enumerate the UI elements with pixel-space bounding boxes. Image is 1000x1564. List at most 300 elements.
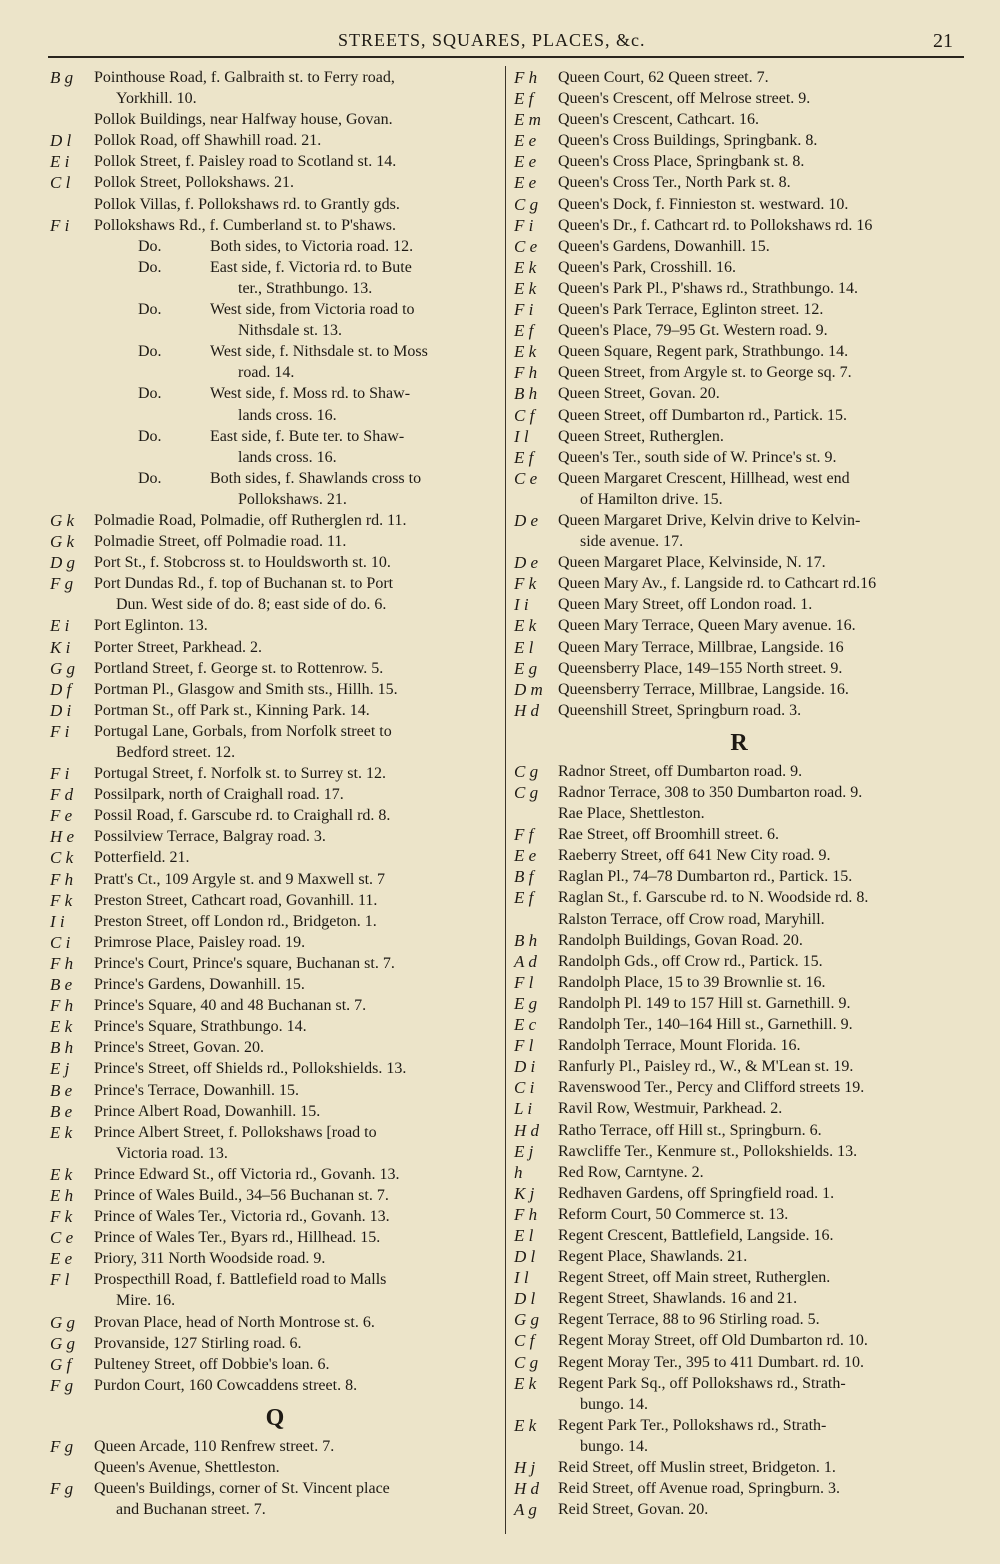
directory-entry <box>50 531 500 552</box>
entry-text <box>558 236 964 257</box>
directory-entry <box>514 151 964 172</box>
entry-text <box>558 637 964 658</box>
entry-text <box>558 594 964 615</box>
entry-line: Ravil Row, Westmuir, Parkhead. 2. <box>558 1100 783 1118</box>
map-reference: F d <box>50 785 74 805</box>
directory-entry <box>50 637 500 658</box>
entry-text <box>94 658 500 679</box>
directory-entry <box>514 426 964 447</box>
entry-line: Regent Street, off Main street, Rutherglen. <box>558 1269 831 1287</box>
entry-line: Mire. 16. <box>116 1292 176 1310</box>
entry-text <box>94 1058 500 1079</box>
directory-entry <box>50 1164 500 1185</box>
entry-line: Reform Court, 50 Commerce st. 13. <box>558 1205 789 1223</box>
entry-text <box>558 299 964 320</box>
directory-entry <box>50 700 500 721</box>
map-reference: D i <box>50 700 72 720</box>
map-reference: E k <box>514 278 537 298</box>
entry-text <box>558 1077 964 1098</box>
directory-entry <box>50 974 500 995</box>
entry-text <box>94 953 500 974</box>
directory-entry <box>514 1288 964 1309</box>
map-reference: E g <box>514 993 538 1013</box>
directory-entry <box>514 887 964 908</box>
map-reference: C i <box>514 1078 535 1098</box>
map-reference: E j <box>50 1059 70 1079</box>
directory-entry <box>50 257 500 299</box>
entry-text <box>94 130 500 151</box>
entry-text <box>94 1101 500 1122</box>
entry-text <box>558 130 964 151</box>
entry-line: Pulteney Street, off Dobbie's loan. 6. <box>94 1355 330 1373</box>
map-reference: C f <box>514 1331 535 1351</box>
entry-line: Portugal Lane, Gorbals, from Norfolk street to <box>94 722 392 740</box>
directory-entry <box>50 341 500 383</box>
map-reference: D e <box>514 510 539 530</box>
entry-line: lands cross. 16. <box>238 406 337 424</box>
directory-entry <box>50 109 500 130</box>
entry-line: Rawcliffe Ter., Kenmure st., Pollokshields. 13. <box>558 1142 858 1160</box>
directory-entry <box>514 383 964 404</box>
entry-line: bungo. 14. <box>580 1395 648 1413</box>
entry-text <box>94 552 500 573</box>
directory-entry <box>50 869 500 890</box>
map-reference: h <box>514 1162 523 1182</box>
directory-entry <box>50 194 500 215</box>
entry-line: Regent Park Sq., off Pollokshaws rd., Strath- <box>558 1374 846 1392</box>
entry-line: Queen's Cross Ter., North Park st. 8. <box>558 174 791 192</box>
directory-entry <box>514 257 964 278</box>
map-reference: F g <box>50 574 74 594</box>
map-reference: B h <box>514 384 538 404</box>
entry-text <box>94 1354 500 1375</box>
directory-entry <box>514 1014 964 1035</box>
entry-text <box>94 805 500 826</box>
directory-entry <box>50 1436 500 1457</box>
directory-entry <box>514 447 964 468</box>
entry-line: Regent Street, Shawlands. 16 and 21. <box>558 1290 798 1308</box>
directory-entry <box>514 1162 964 1183</box>
entry-line: Reid Street, off Avenue road, Springburn. 3. <box>558 1480 841 1498</box>
entry-line: Primrose Place, Paisley road. 19. <box>94 933 306 951</box>
entry-line: Prince's Square, Strathbungo. 14. <box>94 1018 307 1036</box>
entry-line: Queen's Gardens, Dowanhill. 15. <box>558 237 770 255</box>
directory-entry <box>50 1227 500 1248</box>
directory-entry <box>50 552 500 573</box>
directory-entry <box>514 405 964 426</box>
map-reference: E k <box>514 1373 537 1393</box>
entry-line: Queen Margaret Crescent, Hillhead, west end <box>558 469 850 487</box>
entry-text <box>94 194 500 215</box>
entry-text <box>94 67 500 109</box>
map-reference: E f <box>514 89 534 109</box>
map-reference: E f <box>514 321 534 341</box>
directory-entry <box>514 951 964 972</box>
entry-text <box>558 151 964 172</box>
entry-line: Bedford street. 12. <box>116 744 236 761</box>
entry-text <box>94 721 500 763</box>
entry-text <box>94 932 500 953</box>
entry-line: Possilview Terrace, Balgray road. 3. <box>94 828 326 846</box>
entry-line: Randolph Gds., off Crow rd., Partick. 15. <box>558 952 823 970</box>
directory-entry <box>50 215 500 236</box>
entry-text <box>558 215 964 236</box>
map-reference: E m <box>514 110 541 130</box>
map-reference: F k <box>50 890 73 910</box>
map-reference: E i <box>50 616 70 636</box>
entry-text <box>558 1162 964 1183</box>
entry-line: Purdon Court, 160 Cowcaddens street. 8. <box>94 1376 358 1394</box>
entry-text <box>558 1309 964 1330</box>
entry-line: Possil Road, f. Garscube rd. to Craighall rd. 8. <box>94 807 391 825</box>
map-reference: D l <box>514 1247 536 1267</box>
entry-line: Prince's Square, 40 and 48 Buchanan st. 7. <box>94 997 367 1015</box>
map-reference: E j <box>514 1141 534 1161</box>
map-reference: F h <box>50 996 74 1016</box>
entry-text <box>558 1183 964 1204</box>
entry-text <box>558 887 964 908</box>
map-reference: F i <box>50 215 70 235</box>
directory-entry <box>514 552 964 573</box>
map-reference: C k <box>50 848 74 868</box>
entry-text <box>94 1269 500 1311</box>
map-reference: F h <box>50 953 74 973</box>
entry-line: Port St., f. Stobcross st. to Houldsworth st. 10. <box>94 554 391 572</box>
directory-entry <box>50 130 500 151</box>
map-reference: E g <box>514 658 538 678</box>
entry-text <box>94 573 500 615</box>
entry-text <box>558 573 964 594</box>
entry-text <box>94 700 500 721</box>
directory-entry <box>50 1457 500 1478</box>
entry-line: Queen's Dock, f. Finnieston st. westward. 10. <box>558 195 849 213</box>
entry-line: East side, f. Victoria rd. to Bute <box>210 258 412 276</box>
entry-text <box>94 1333 500 1354</box>
entry-line: bungo. 14. <box>580 1437 648 1455</box>
map-reference: K j <box>514 1183 535 1203</box>
map-reference: H j <box>514 1458 536 1477</box>
map-reference: F e <box>50 806 73 826</box>
entry-line: side avenue. 17. <box>580 533 684 551</box>
map-reference: F h <box>514 363 538 383</box>
map-reference: H d <box>514 1120 540 1140</box>
directory-entry <box>50 911 500 932</box>
page-number: 21 <box>933 30 953 52</box>
entry-line: Queen Margaret Place, Kelvinside, N. 17. <box>558 554 826 572</box>
map-reference: D l <box>514 1289 536 1309</box>
map-reference: C e <box>50 1228 74 1248</box>
entry-line: Queen Arcade, 110 Renfrew street. 7. <box>94 1437 335 1455</box>
directory-entry <box>514 1141 964 1162</box>
entry-line: Queen's Park Pl., P'shaws rd., Strathbungo. 14. <box>558 279 858 297</box>
map-reference: E f <box>514 447 534 467</box>
entry-line: Queen Street, from Argyle st. to George sq. 7. <box>558 364 852 382</box>
map-reference: E e <box>514 846 537 866</box>
entry-line: Queen's Park, Crosshill. 16. <box>558 258 736 276</box>
ditto-mark: Do. <box>138 237 162 255</box>
entry-line: Ralston Terrace, off Crow road, Maryhill. <box>558 910 825 928</box>
directory-entry <box>50 763 500 784</box>
entry-text <box>558 510 964 552</box>
entry-text <box>94 172 500 193</box>
entry-line: Randolph Ter., 140–164 Hill st., Garnethill. 9. <box>558 1016 853 1034</box>
directory-entry <box>50 679 500 700</box>
map-reference: I l <box>514 1268 529 1288</box>
entry-text <box>94 763 500 784</box>
entry-line: Regent Place, Shawlands. 21. <box>558 1248 748 1266</box>
map-reference: D i <box>514 1057 536 1077</box>
entry-line: Dun. West side of do. 8; east side of do. 6. <box>116 596 387 614</box>
map-reference: E k <box>50 1164 73 1184</box>
entry-line: Raeberry Street, off 641 New City road. 9. <box>558 847 831 865</box>
directory-entry <box>514 1056 964 1077</box>
entry-text <box>94 826 500 847</box>
directory-entry <box>514 658 964 679</box>
entry-text <box>94 869 500 890</box>
map-reference: E l <box>514 637 534 657</box>
entry-text <box>94 151 500 172</box>
map-reference: E e <box>514 131 537 151</box>
map-reference: E h <box>50 1185 74 1205</box>
directory-entry <box>50 1185 500 1206</box>
map-reference: F i <box>50 721 70 741</box>
entry-line: Both sides, to Victoria road. 12. <box>210 237 414 255</box>
directory-entry <box>514 866 964 887</box>
entry-line: Pollok Buildings, near Halfway house, Govan. <box>94 111 393 129</box>
entry-text <box>558 552 964 573</box>
entry-line: Queen Court, 62 Queen street. 7. <box>558 69 769 86</box>
directory-entry <box>514 215 964 236</box>
entry-line: Regent Crescent, Battlefield, Langside. 16. <box>558 1226 834 1244</box>
entry-line: Prince of Wales Ter., Victoria rd., Govanh. 13. <box>94 1208 390 1226</box>
map-reference: A d <box>514 951 537 971</box>
entry-line: Prince's Gardens, Dowanhill. 15. <box>94 976 305 994</box>
entry-text <box>558 1246 964 1267</box>
entry-text <box>558 1330 964 1351</box>
entry-line: Radnor Terrace, 308 to 350 Dumbarton road. 9. <box>558 784 863 801</box>
map-reference: G g <box>50 1333 76 1353</box>
map-reference: G g <box>50 1312 76 1332</box>
directory-entry <box>50 932 500 953</box>
map-reference: G f <box>50 1354 72 1374</box>
map-reference: G g <box>514 1310 540 1330</box>
directory-entry <box>50 1269 500 1311</box>
directory-entry <box>514 510 964 552</box>
entry-text <box>94 1037 500 1058</box>
entry-line: Yorkhill. 10. <box>116 90 197 108</box>
map-reference: D m <box>514 679 543 699</box>
map-reference: C g <box>514 1352 539 1372</box>
directory-entry <box>514 1120 964 1141</box>
entry-line: lands cross. 16. <box>238 448 337 466</box>
directory-entry <box>514 468 964 510</box>
entry-line: Queen Street, Rutherglen. <box>558 427 724 445</box>
entry-text <box>94 1248 500 1269</box>
entry-text <box>210 341 500 383</box>
entry-line: Prince of Wales Build., 34–56 Buchanan st. 7. <box>94 1186 389 1204</box>
map-reference: F h <box>50 869 74 889</box>
entry-text <box>558 1415 964 1457</box>
entry-line: Pollok Street, Pollokshaws. 21. <box>94 174 295 192</box>
entry-text <box>94 847 500 868</box>
entry-text <box>558 172 964 193</box>
directory-entry <box>514 172 964 193</box>
entry-text <box>558 88 964 109</box>
entry-text <box>558 1478 964 1499</box>
entry-line: Raglan Pl., 74–78 Dumbarton rd., Partick. 15. <box>558 868 853 886</box>
directory-entry <box>514 1499 964 1520</box>
map-reference: B f <box>514 867 534 887</box>
directory-entry <box>514 1309 964 1330</box>
entry-line: Raglan St., f. Garscube rd. to N. Woodside rd. 8. <box>558 889 869 907</box>
entry-text <box>558 803 964 824</box>
running-title: STREETS, SQUARES, PLACES, &c. <box>338 30 646 50</box>
entry-line: Queen's Cross Buildings, Springbank. 8. <box>558 132 818 150</box>
entry-text <box>558 824 964 845</box>
directory-entry <box>514 278 964 299</box>
entry-line: West side, f. Moss rd. to Shaw- <box>210 385 411 403</box>
entry-text <box>558 1499 964 1520</box>
entry-text <box>558 1098 964 1119</box>
entry-line: Provanside, 127 Stirling road. 6. <box>94 1334 302 1352</box>
entry-line: Nithsdale st. 13. <box>238 322 342 340</box>
entry-line: Pollok Street, f. Paisley road to Scotland st. 14. <box>94 153 397 171</box>
directory-entry <box>50 383 500 425</box>
directory-entry <box>50 1101 500 1122</box>
map-reference: I i <box>514 595 529 615</box>
map-reference: C i <box>50 932 71 952</box>
map-reference: H e <box>50 827 75 847</box>
entry-line: Pollok Villas, f. Pollokshaws rd. to Grantly gds. <box>94 195 400 213</box>
entry-text <box>558 1035 964 1056</box>
directory-entry <box>514 594 964 615</box>
entry-line: Queen Mary Street, off London road. 1. <box>558 596 813 614</box>
directory-entry <box>514 1352 964 1373</box>
entry-text <box>94 1436 500 1457</box>
entry-line: Polmadie Street, off Polmadie road. 11. <box>94 533 347 551</box>
entry-text <box>558 447 964 468</box>
directory-entry <box>50 573 500 615</box>
entry-text <box>558 679 964 700</box>
entry-text <box>94 679 500 700</box>
entry-text <box>558 109 964 130</box>
entry-line: Polmadie Road, Polmadie, off Rutherglen rd. 11. <box>94 511 407 529</box>
directory-entry <box>514 1035 964 1056</box>
map-reference: D g <box>50 553 76 573</box>
entry-line: Regent Moray Street, off Old Dumbarton rd. 10. <box>558 1332 868 1350</box>
entry-line: Both sides, f. Shawlands cross to <box>210 469 422 487</box>
entry-line: Prince of Wales Ter., Byars rd., Hillhead. 15. <box>94 1229 381 1247</box>
directory-entry <box>514 700 964 721</box>
entry-text <box>558 320 964 341</box>
column-divider <box>505 66 506 1534</box>
map-reference: L i <box>514 1099 533 1119</box>
map-reference: E k <box>50 1017 73 1037</box>
entry-text <box>94 1016 500 1037</box>
entry-text <box>558 1120 964 1141</box>
entry-text <box>558 993 964 1014</box>
entry-text <box>558 615 964 636</box>
entry-text <box>210 257 500 299</box>
left-column <box>50 67 500 1520</box>
entry-text <box>558 972 964 993</box>
entry-line: Red Row, Carntyne. 2. <box>558 1163 704 1181</box>
map-reference: B h <box>50 1038 74 1058</box>
entry-text <box>558 1373 964 1415</box>
map-reference: K i <box>50 637 71 657</box>
entry-line: Regent Terrace, 88 to 96 Stirling road. 5. <box>558 1311 820 1329</box>
entry-text <box>558 341 964 362</box>
directory-entry <box>514 845 964 866</box>
entry-text <box>94 1080 500 1101</box>
entry-text <box>558 951 964 972</box>
entry-line: Queen's Avenue, Shettleston. <box>94 1459 280 1476</box>
entry-text <box>94 531 500 552</box>
section-letter: R <box>730 729 748 756</box>
directory-entry <box>514 88 964 109</box>
entry-text <box>558 700 964 721</box>
entry-line: Porter Street, Parkhead. 2. <box>94 638 262 656</box>
map-reference: E k <box>514 616 537 636</box>
entry-text <box>558 1288 964 1309</box>
entry-line: Ranfurly Pl., Paisley rd., W., & M'Lean st. 19. <box>558 1058 854 1076</box>
map-reference: F g <box>50 1479 74 1499</box>
directory-entry <box>514 573 964 594</box>
map-reference: E k <box>514 1415 537 1435</box>
entry-text <box>558 1225 964 1246</box>
entry-line: Queensberry Terrace, Millbrae, Langside. 16. <box>558 680 849 698</box>
entry-text <box>558 1141 964 1162</box>
entry-text <box>210 299 500 341</box>
directory-entry <box>50 1312 500 1333</box>
entry-line: Queen Mary Terrace, Queen Mary avenue. 16. <box>558 617 856 635</box>
entry-line: Queen Margaret Drive, Kelvin drive to Kelvin- <box>558 511 861 529</box>
entry-line: Queen's Ter., south side of W. Prince's st. 9. <box>558 448 837 466</box>
directory-entry <box>514 130 964 151</box>
map-reference: F i <box>50 764 70 784</box>
entry-text <box>94 1312 500 1333</box>
directory-entry <box>50 1080 500 1101</box>
map-reference: F f <box>514 825 534 845</box>
entry-text <box>558 930 964 951</box>
directory-entry <box>50 615 500 636</box>
map-reference: C g <box>514 761 539 781</box>
entry-line: West side, from Victoria road to <box>210 301 415 319</box>
directory-entry <box>514 909 964 930</box>
directory-entry <box>50 890 500 911</box>
entry-line: Possilpark, north of Craighall road. 17. <box>94 786 344 804</box>
entry-line: Queen Mary Terrace, Millbrae, Langside. 16 <box>558 638 844 656</box>
entry-line: Queen's Place, 79–95 Gt. Western road. 9. <box>558 322 828 340</box>
map-reference: F l <box>50 1270 70 1290</box>
entry-line: Queenshill Street, Springburn road. 3. <box>558 701 802 719</box>
directory-entry <box>50 1206 500 1227</box>
entry-line: Queen Square, Regent park, Strathbungo. 14. <box>558 343 849 361</box>
entry-line: Randolph Terrace, Mount Florida. 16. <box>558 1037 801 1055</box>
entry-line: of Hamilton drive. 15. <box>580 490 723 508</box>
map-reference: F g <box>50 1375 74 1395</box>
entry-line: Priory, 311 North Woodside road. 9. <box>94 1250 326 1268</box>
entry-line: Queen Street, Govan. 20. <box>558 385 720 403</box>
directory-entry <box>50 826 500 847</box>
map-reference: F h <box>514 1204 538 1224</box>
map-reference: D l <box>50 131 72 151</box>
map-reference: C g <box>514 194 539 214</box>
entry-text <box>558 426 964 447</box>
entry-text <box>558 194 964 215</box>
map-reference: F h <box>514 68 538 87</box>
directory-entry <box>514 761 964 782</box>
